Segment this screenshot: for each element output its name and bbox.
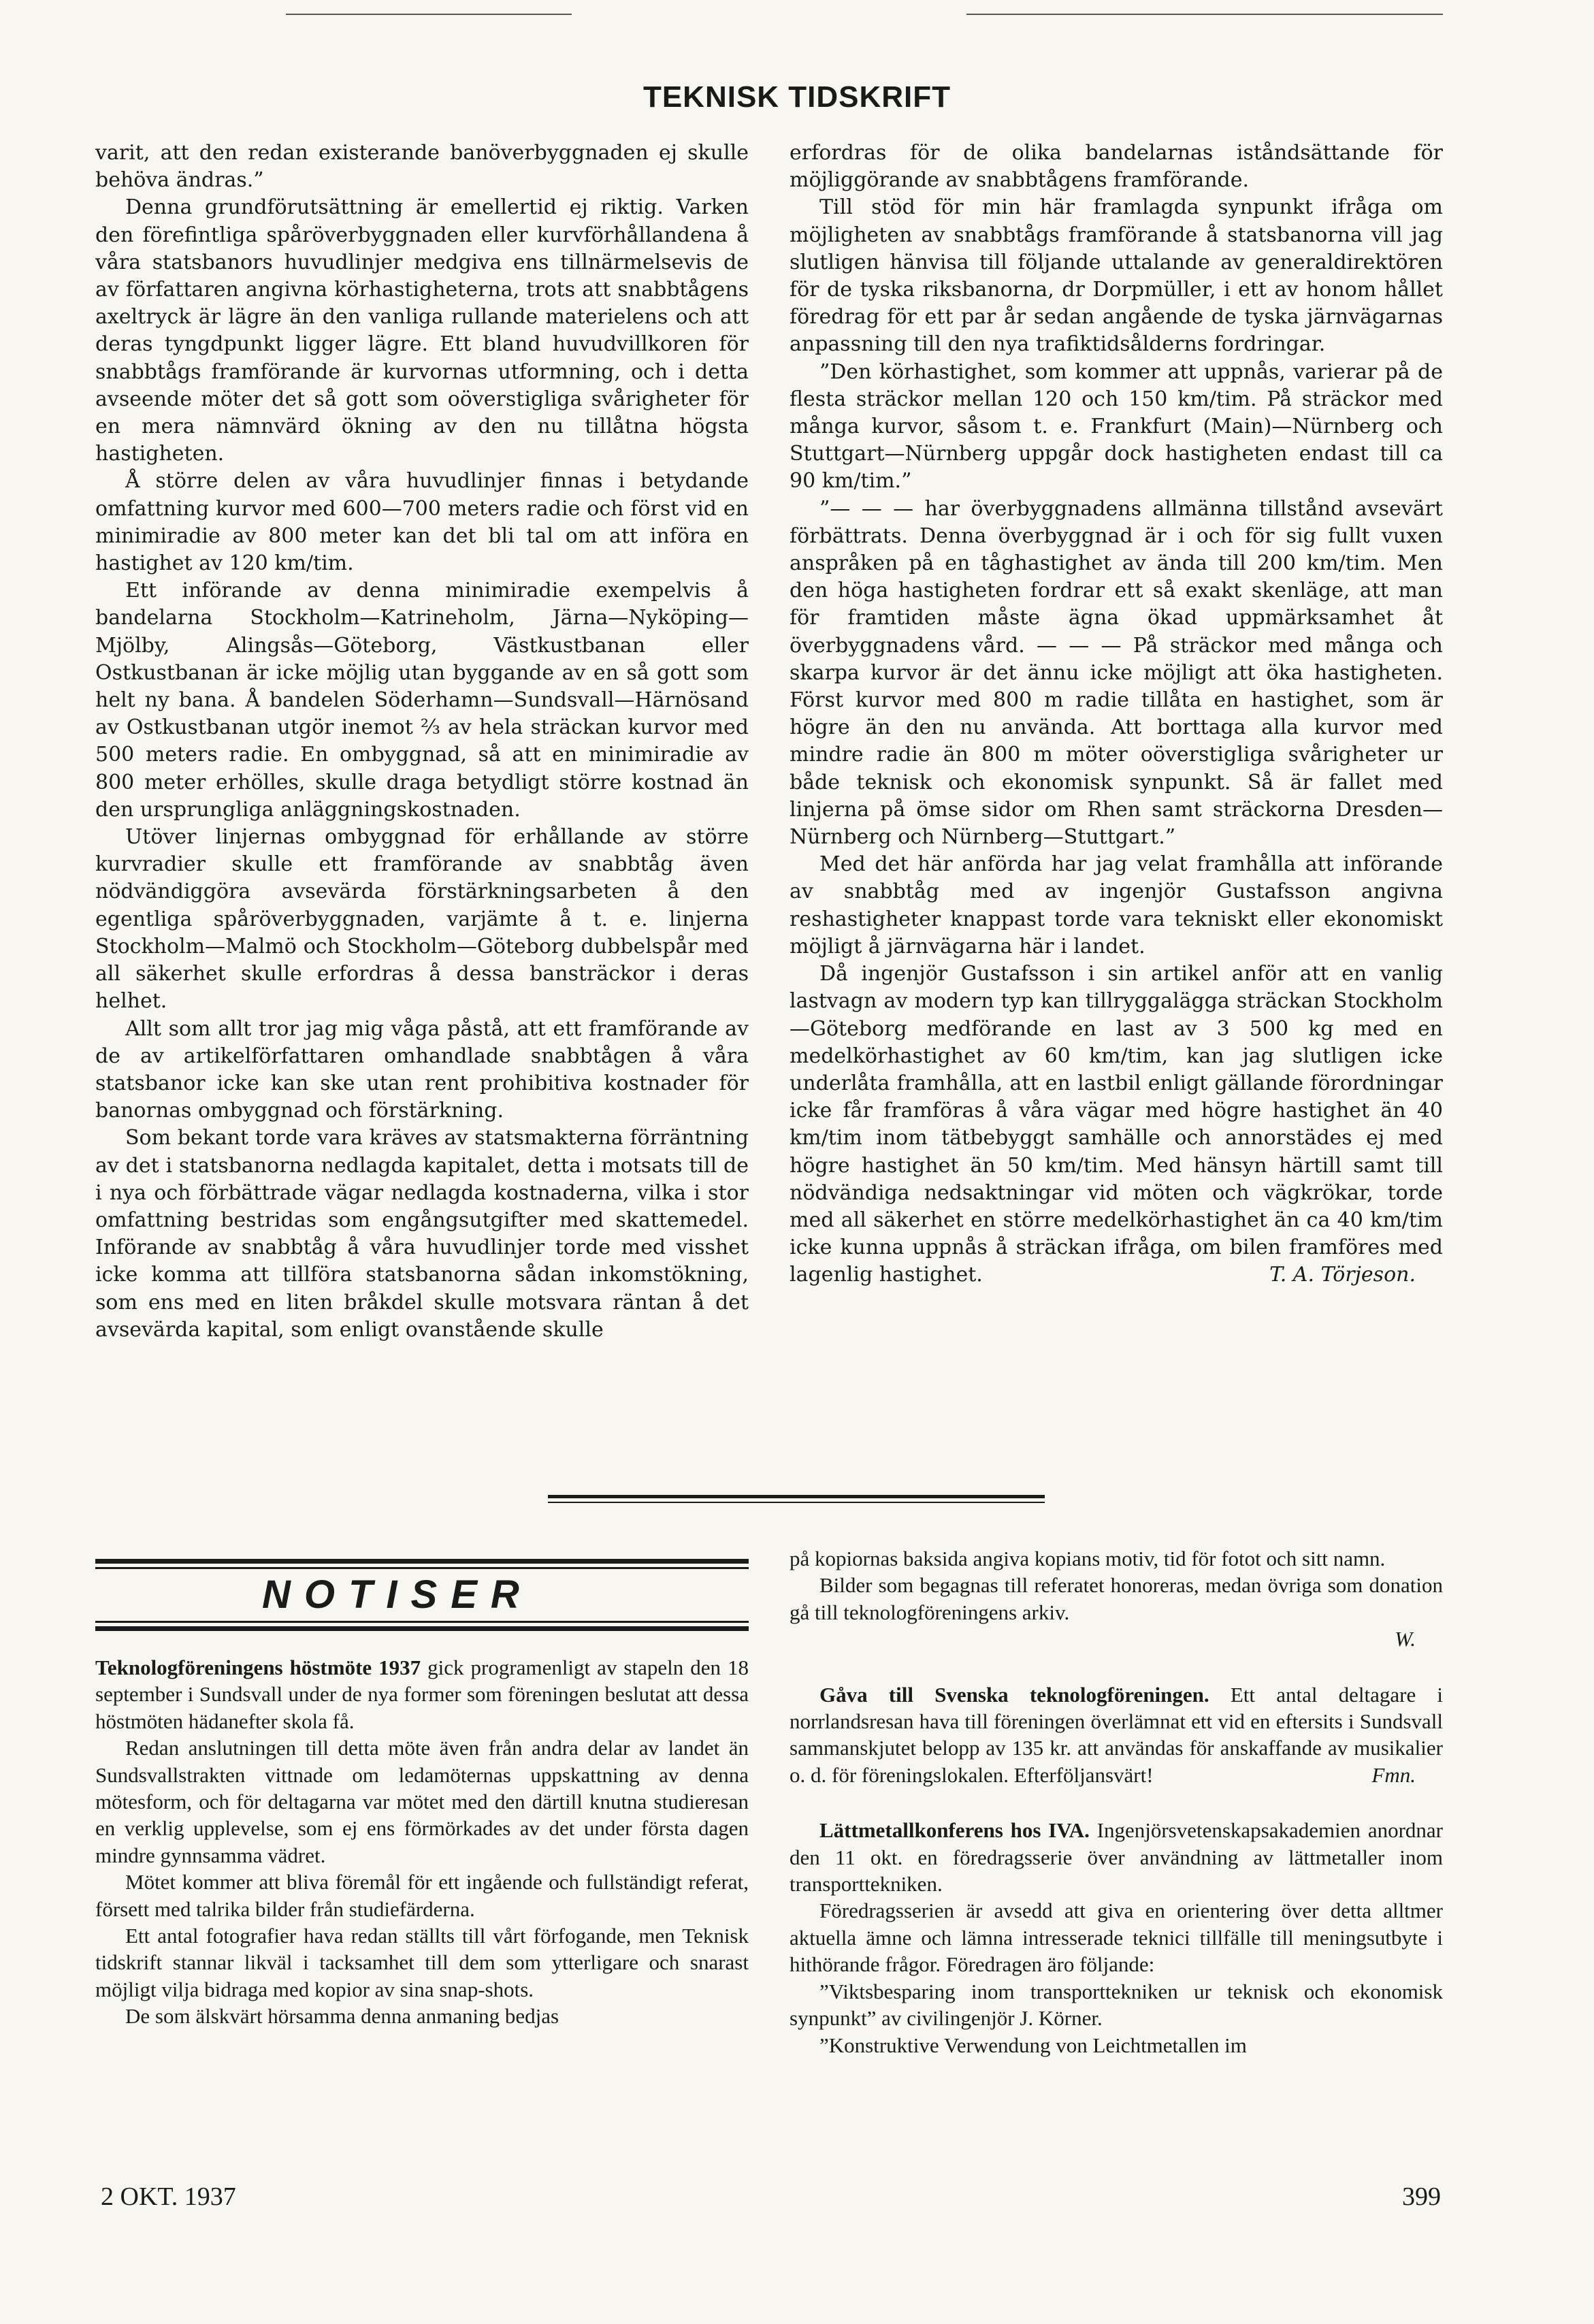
top-rule-right	[966, 14, 1443, 15]
notice-title: Gåva till Svenska teknologföreningen.	[819, 1682, 1209, 1707]
notice-title: Teknologföreningens höstmöte 1937	[95, 1656, 421, 1679]
notiser-heading-box	[95, 1559, 749, 1631]
paragraph: Bilder som begagnas till referatet honoreras, medan övriga som donation gå till teknologföreningens arkiv.	[790, 1573, 1443, 1624]
signature: W.	[1395, 1627, 1416, 1651]
paragraph: ”Den körhastighet, som kommer att uppnås, varierar på de flesta sträckor mellan 120 och 150 km/tim. På sträckor med många kurvor, såsom t. e. Frankfurt (Main)—Nürnberg och Stuttgart—Nürnberg uppgår dock hastigheten endast till ca 90 km/tim.”	[790, 359, 1443, 494]
top-rule-left	[286, 14, 572, 15]
paragraph: Mötet kommer att bliva föremål för ett ingående och fullständigt referat, försett med talrika bilder från studiefärderna.	[95, 1870, 749, 1921]
paragraph: Med det här anförda har jag velat framhålla att införande av snabbtåg med av ingenjör Gustafsson angivna reshastigheter knappast torde vara tekniskt eller ekonomiskt möjligt å järnvägarna här i landet.	[790, 852, 1443, 958]
notiser-column-left	[95, 1654, 749, 2030]
section-divider	[548, 1495, 1045, 1498]
paragraph: Föredragsserien är avsedd att giva en orientering över detta alltmer aktuella ämne och lämna intresserade teknici tillfälle till meningsutbyte i hithörande frågor. Föredragen äro följande:	[790, 1899, 1443, 1977]
paragraph: Redan anslutningen till detta möte även från andra delar av landet än Sundsvallstrakten vittnade om ledamöternas uppskattning av denna mötesform, och för deltagarna var mötet med den därtill knutna studieresan en verklig upplevelse, som ej ens förmörkades av det under första dagen mindre gynnsamma vädret.	[95, 1736, 749, 1867]
footer-date: 2 OKT. 1937	[101, 2182, 236, 2211]
paragraph: Denna grundförutsättning är emellertid ej riktig. Varken den förefintliga spåröverbyggnaden eller kurvförhållandena å våra statsbanors huvudlinjer medgiva ens tillnärmelsevis de av författaren angivna körhastigheterna, trots att snabbtågens axeltryck är lägre än den vanliga rullande materielens och att deras tyngdpunkt ligger lägre. Ett bland huvudvillkoren för snabbtågs framförande är kurvornas utformning, och i detta avseende möter det så gott som oöverstigliga svårigheter för en mera nämnvärd ökning av den nu tillåtna högsta hastigheten.	[95, 195, 749, 466]
notice-item	[95, 1654, 749, 1734]
signature: Fmn.	[1371, 1762, 1416, 1787]
notice-item	[790, 1681, 1443, 1789]
paragraph: på kopiornas baksida angiva kopians motiv, tid för fotot och sitt namn.	[790, 1547, 1386, 1570]
paragraph: varit, att den redan existerande banöverbyggnaden ej skulle behöva ändras.”	[95, 141, 749, 193]
paragraph	[790, 961, 1443, 1289]
running-header: TEKNISK TIDSKRIFT	[643, 80, 951, 114]
section-divider-thin	[548, 1502, 1045, 1503]
paragraph: Å större delen av våra huvudlinjer finnas i betydande omfattning kurvor med 600—700 meters radie och först vid en minimiradie av 800 meter kan det bli tal om att införa en hastighet av 120 km/tim.	[95, 469, 749, 576]
paragraph-text: Då ingenjör Gustafsson i sin artikel anför att en vanlig lastvagn av modern typ kan tillryggalägga sträckan Stockholm—Göteborg medförande en last av 3 500 kg med en medelkörhastighet av 60 km/tim, kan jag slutligen icke underlåta framhålla, att en lastbil enligt gällande förordningar icke får framföras å våra vägar med högre hastighet än 40 km/tim inom tätbebyggt samhälle och annorstädes ej med högre hastighet än 50 km/tim. Med hänsyn härtill samt till nödvändiga nedsaktningar vid möten och vägkrökar, torde med all säkerhet en större medelkörhastighet än ca 40 km/tim icke kunna uppnås å sträckan ifråga, om bilen framföres med lagenlig hastighet.	[790, 962, 1443, 1287]
paragraph: Ett införande av denna minimiradie exempelvis å bandelarna Stockholm—Katrineholm, Järna—Nyköping—Mjölby, Alingsås—Göteborg, Västkustbanan eller Ostkustbanan är icke möjlig utan byggande av en så gott som helt ny bana. Å bandelen Söderhamn—Sundsvall—Härnösand av Ostkustbanan utgör inemot ⅔ av hela sträckan kurvor med 500 meters radie. En ombyggnad, så att en minimiradie av 800 meter erhölles, skulle draga betydligt större kostnad än den ursprungliga anläggningskostnaden.	[95, 579, 749, 822]
notice-text: gick programenligt av stapeln den 18 september i Sundsvall under de nya former som föreningen beslutat att dessa höstmöten hädanefter skola få.	[95, 1656, 749, 1733]
notice-item	[790, 1817, 1443, 1897]
notice-text: Ett antal deltagare i norrlandsresan hava till föreningen överlämnat ett vid en eftersits i Sundsvall sammanskjutet belopp av 135 kr. att användas för anskaffande av musikalier o. d. för föreningslokalen. Efterföljansvärt!	[790, 1682, 1443, 1787]
heading-rule	[95, 1621, 749, 1623]
paragraph: De som älskvärt hörsamma denna anmaning bedjas	[125, 2004, 559, 2029]
paragraph: Allt som allt tror jag mig våga påstå, att ett framförande av de av artikelförfattaren omhandlade snabbtågen å våra statsbanor icke kan ske utan rent prohibitiva kostnader för banornas ombyggnad och förstärkning.	[95, 1016, 749, 1123]
spacer	[790, 1788, 1443, 1817]
paragraph: ”Viktsbesparing inom transporttekniken ur teknisk och ekonomisk synpunkt” av civilingenjör J. Körner.	[790, 1979, 1443, 2031]
paragraph: ”Konstruktive Verwendung von Leichtmetallen im	[819, 2033, 1247, 2057]
page-number: 399	[1402, 2182, 1441, 2211]
paragraph: ”— — — har överbyggnadens allmänna tillstånd avsevärt förbättrats. Denna överbyggnad är i och för sig fullt vuxen anspråken på en tåghastighet av ända till 200 km/tim. Men den höga hastigheten fordrar ett så exakt skenläge, att man för framtiden måste ägna ökad uppmärksamhet åt överbyggnadens vård. — — — På sträckor med många och skarpa kurvor är det ännu icke möjligt att öka hastigheten. Först kurvor med 800 m radie tillåta en hastighet, som är högre än den nu använda. Att borttaga alla kurvor med mindre radie än 800 m möter oöverstigliga svårigheter ur både teknisk och ekonomisk synpunkt. Så är fallet med linjerna på ömse sidor om Rhen samt sträckorna Dresden—Nürnberg och Nürnberg—Stuttgart.”	[790, 496, 1443, 850]
paragraph: erfordras för de olika bandelarnas iståndsättande för möjliggörande av snabbtågens framförande.	[790, 141, 1443, 193]
section-title: NOTISER	[262, 1572, 533, 1617]
article-column-right	[790, 140, 1443, 1289]
notiser-column-right	[790, 1545, 1443, 2059]
author-signature: T. A. Törjeson.	[1269, 1263, 1416, 1287]
heading-rule	[95, 1626, 749, 1631]
paragraph: Utöver linjernas ombyggnad för erhållande av större kurvradier skulle ett framförande av snabbtåg även nödvändiggöra avsevärda förstärkningsarbeten å den egentliga spåröverbyggnaden, varjämte å t. e. linjerna Stockholm—Malmö och Stockholm—Göteborg dubbelspår med all säkerhet skulle erfordras å dessa bansträckor i deras helhet.	[95, 825, 749, 1014]
article-column-left	[95, 140, 749, 1344]
paragraph: Ett antal fotografier hava redan ställts till vårt förfogande, men Teknisk tidskrift stannar likväl i tacksamhet till dem som ytterligare och snarast möjligt vilja bidraga med kopior av sina snap-shots.	[95, 1924, 749, 2001]
paragraph: Till stöd för min här framlagda synpunkt ifråga om möjligheten av snabbtågs framförande å statsbanorna vill jag slutligen hänvisa till följande uttalande av generaldirektören för de tyska riksbanorna, dr Dorpmüller, i ett av honom hållet föredrag för ett par år sedan angående de tyska järnvägarnas anpassning till den nya trafiktidsålderns fordringar.	[790, 195, 1443, 357]
notice-text: Ingenjörsvetenskapsakademien anordnar den 11 okt. en föredragsserie över användning av lättmetaller inom transporttekniken.	[790, 1818, 1443, 1897]
notice-title: Lättmetallkonferens hos IVA.	[819, 1818, 1090, 1843]
spacer	[790, 1653, 1443, 1681]
heading-rule	[95, 1559, 749, 1564]
paragraph: Som bekant torde vara kräves av statsmakterna förräntning av det i statsbanorna nedlagda kapitalet, detta i motsats till de i nya och förbättrade vägar nedlagda kostnaderna, vilka i stor omfattning bestridas som engångsutgifter med skattemedel. Införande av snabbtåg å våra huvudlinjer torde med visshet icke komma att tillföra statsbanorna sådan inkomstökning, som ens med en liten bråkdel skulle motsvara räntan å det avsevärda kapital, som enligt ovanstående skulle	[95, 1126, 749, 1342]
